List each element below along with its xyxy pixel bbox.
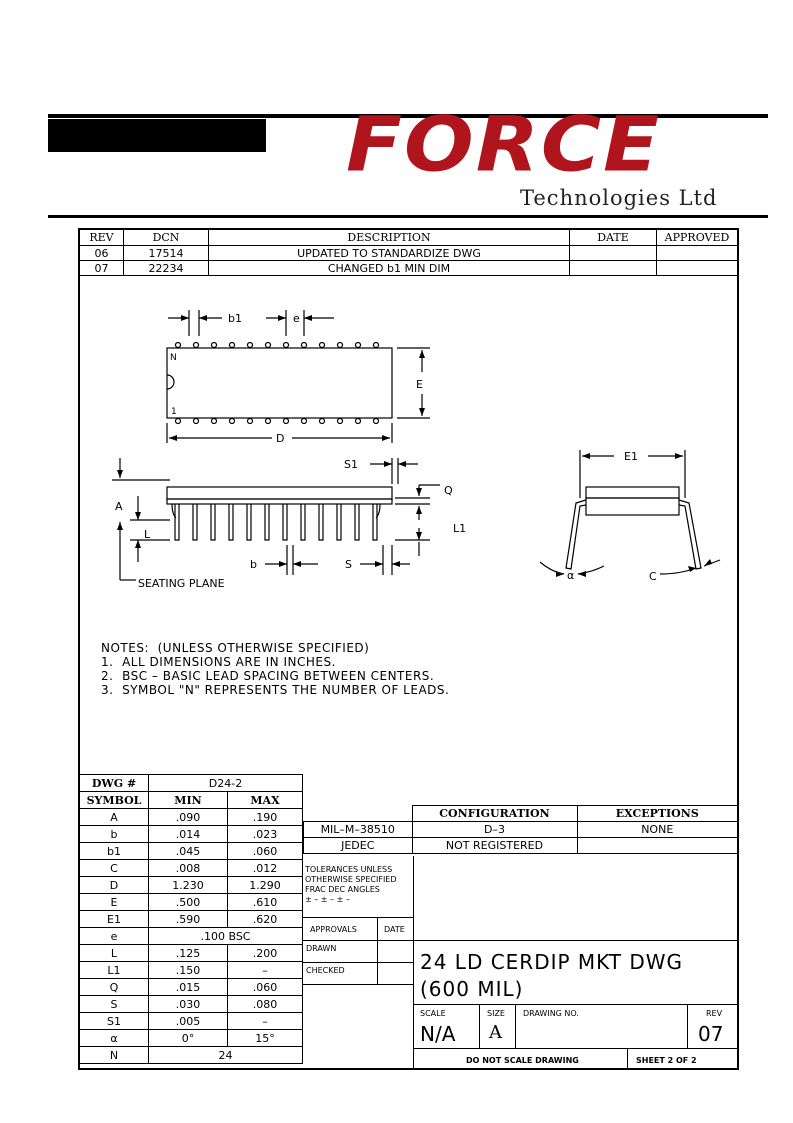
exceptions-cell [577, 838, 738, 854]
table-row [80, 843, 303, 860]
dcn-cell: 17514 [124, 246, 209, 261]
tb-divider [377, 917, 378, 985]
max-cell: .190 [228, 809, 303, 826]
label-Q: Q [444, 484, 453, 497]
tb-divider [303, 984, 413, 985]
symbol-cell: b1 [80, 843, 149, 860]
side-view-lid [167, 487, 392, 499]
rev-cell: 06 [80, 246, 124, 261]
dimension-table [79, 774, 303, 1064]
approvals-label: APPROVALS [310, 925, 357, 934]
min-cell: .590 [149, 911, 228, 928]
do-not-scale-note: DO NOT SCALE DRAWING [466, 1056, 579, 1065]
dwg-value: D24-2 [149, 775, 303, 792]
note-1: 1. ALL DIMENSIONS ARE IN INCHES. [101, 655, 336, 669]
tb-divider [303, 917, 413, 918]
scale-value: N/A [420, 1022, 456, 1046]
company-logo-subtitle: Technologies Ltd [520, 186, 718, 210]
drawing-no-label: DRAWING NO. [523, 1009, 579, 1018]
min-cell: .030 [149, 996, 228, 1013]
symbol-cell: A [80, 809, 149, 826]
tb-divider [413, 1048, 738, 1049]
min-cell: .150 [149, 962, 228, 979]
table-row [80, 911, 303, 928]
table-row [80, 979, 303, 996]
end-view-left-lead [566, 500, 586, 569]
tb-divider [479, 1004, 480, 1048]
tb-divider [413, 1004, 738, 1005]
table-row [80, 826, 303, 843]
top-view-body [167, 348, 392, 418]
label-C: C [649, 570, 657, 583]
min-cell: 1.230 [149, 877, 228, 894]
date-header: DATE [570, 230, 657, 246]
end-view-right-lead [679, 500, 701, 569]
size-label: SIZE [487, 1009, 505, 1018]
min-cell: .090 [149, 809, 228, 826]
label-A: A [115, 500, 123, 513]
table-row [80, 945, 303, 962]
max-cell: .023 [228, 826, 303, 843]
min-cell: .008 [149, 860, 228, 877]
table-row [80, 894, 303, 911]
symbol-cell: L [80, 945, 149, 962]
scale-label: SCALE [420, 1009, 446, 1018]
rev-header: REV [80, 230, 124, 246]
label-pin1: 1 [171, 407, 177, 417]
table-row [80, 809, 303, 826]
max-cell: 1.290 [228, 877, 303, 894]
rev-value: 07 [698, 1022, 724, 1046]
tb-divider [687, 1004, 688, 1048]
min-cell: .045 [149, 843, 228, 860]
side-view-pins [172, 504, 380, 540]
label-b1: b1 [228, 312, 242, 325]
min-cell: 0° [149, 1030, 228, 1047]
pin1-notch [167, 375, 174, 389]
label-E: E [416, 378, 423, 391]
label-L: L [144, 528, 151, 541]
min-cell: .015 [149, 979, 228, 996]
end-view-lid [586, 487, 679, 498]
symbol-header: SYMBOL [80, 792, 149, 809]
table-row [80, 1013, 303, 1030]
table-row [80, 1030, 303, 1047]
label-b: b [250, 558, 257, 571]
exceptions-cell: NONE [577, 822, 738, 838]
label-N: N [170, 353, 177, 363]
symbol-cell: C [80, 860, 149, 877]
drawing-title-line2: (600 MIL) [420, 977, 524, 1001]
symbol-cell: E1 [80, 911, 149, 928]
configuration-table [303, 805, 738, 854]
description-header: DESCRIPTION [209, 230, 570, 246]
dcn-header: DCN [124, 230, 209, 246]
description-cell: UPDATED TO STANDARDIZE DWG [209, 246, 570, 261]
symbol-cell: D [80, 877, 149, 894]
spec-cell: JEDEC [304, 838, 413, 854]
top-view-pins-lower [176, 419, 379, 424]
checked-label: CHECKED [306, 966, 345, 975]
max-cell: .620 [228, 911, 303, 928]
tb-divider [515, 1004, 516, 1048]
drawn-label: DRAWN [306, 944, 337, 953]
dwg-label: DWG # [80, 775, 149, 792]
notes-heading: NOTES: (UNLESS OTHERWISE SPECIFIED) [101, 641, 370, 655]
titleblock-left [303, 856, 414, 1070]
label-e: e [293, 312, 300, 325]
configuration-header: CONFIGURATION [412, 806, 577, 822]
symbol-cell: S [80, 996, 149, 1013]
configuration-cell: NOT REGISTERED [412, 838, 577, 854]
min-cell: .125 [149, 945, 228, 962]
table-row [304, 822, 738, 838]
drawing-title-line1: 24 LD CERDIP MKT DWG [420, 950, 683, 974]
min-cell: .500 [149, 894, 228, 911]
symbol-cell: E [80, 894, 149, 911]
table-row [80, 996, 303, 1013]
tb-divider [627, 1048, 628, 1070]
table-row [80, 877, 303, 894]
tolerances-note [303, 856, 413, 905]
tolerances-line: ± – ± – ± – [305, 895, 350, 904]
sheet-number: SHEET 2 OF 2 [636, 1056, 697, 1065]
label-E1: E1 [624, 450, 638, 463]
configuration-cell: D–3 [412, 822, 577, 838]
tb-divider [303, 940, 413, 941]
table-row [80, 1047, 303, 1064]
max-cell: .012 [228, 860, 303, 877]
max-cell: .060 [228, 843, 303, 860]
min-cell: .005 [149, 1013, 228, 1030]
rev-label: REV [706, 1009, 723, 1018]
symbol-cell: S1 [80, 1013, 149, 1030]
dcn-cell: 22234 [124, 261, 209, 276]
note-2: 2. BSC – BASIC LEAD SPACING BETWEEN CENTERS. [101, 669, 435, 683]
tolerances-line: FRAC DEC ANGLES [305, 885, 380, 894]
min-cell: .100 BSC [149, 928, 303, 945]
table-row [80, 860, 303, 877]
label-L1: L1 [453, 522, 467, 535]
max-cell: .200 [228, 945, 303, 962]
symbol-cell: α [80, 1030, 149, 1047]
symbol-cell: b [80, 826, 149, 843]
config-blank [304, 806, 413, 822]
symbol-cell: e [80, 928, 149, 945]
table-row [80, 962, 303, 979]
symbol-cell: N [80, 1047, 149, 1064]
max-cell: .080 [228, 996, 303, 1013]
company-logo: FORCE [346, 101, 662, 189]
max-cell: – [228, 962, 303, 979]
label-S: S [345, 558, 352, 571]
min-cell: 24 [149, 1047, 303, 1064]
table-row [80, 928, 303, 945]
max-cell: .610 [228, 894, 303, 911]
max-cell: 15° [228, 1030, 303, 1047]
symbol-cell: Q [80, 979, 149, 996]
label-D: D [276, 432, 285, 445]
symbol-cell: L1 [80, 962, 149, 979]
min-header: MIN [149, 792, 228, 809]
table-row [304, 838, 738, 854]
tolerances-line: TOLERANCES UNLESS [305, 865, 393, 874]
max-header: MAX [228, 792, 303, 809]
min-cell: .014 [149, 826, 228, 843]
rev-cell: 07 [80, 261, 124, 276]
approved-header: APPROVED [657, 230, 738, 246]
tb-divider [413, 940, 738, 941]
max-cell: .060 [228, 979, 303, 996]
note-3: 3. SYMBOL "N" REPRESENTS THE NUMBER OF LEADS. [101, 683, 450, 697]
spec-cell: MIL–M–38510 [304, 822, 413, 838]
size-value: A [489, 1022, 502, 1043]
tolerances-line: OTHERWISE SPECIFIED [305, 875, 397, 884]
label-seating-plane: SEATING PLANE [138, 577, 225, 590]
exceptions-header: EXCEPTIONS [577, 806, 738, 822]
label-S1: S1 [344, 458, 358, 471]
max-cell: – [228, 1013, 303, 1030]
label-alpha: α [567, 569, 575, 582]
description-cell: CHANGED b1 MIN DIM [209, 261, 570, 276]
date-label: DATE [384, 925, 405, 934]
tb-divider [303, 962, 413, 963]
top-view-pins-upper [176, 343, 379, 348]
